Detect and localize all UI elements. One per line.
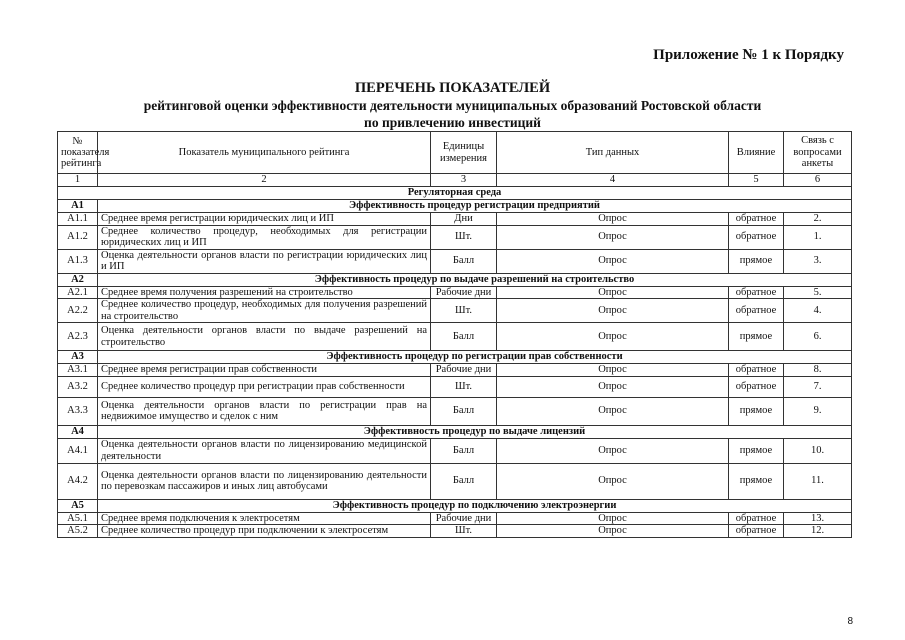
indicator-code: А2.1 (58, 286, 98, 299)
indicator-survey-link: 3. (784, 249, 852, 273)
indicator-name: Оценка деятельности органов власти по лицензированию медицинской деятельности (98, 438, 431, 463)
indicator-row (58, 225, 852, 249)
indicator-survey-link: 1. (784, 225, 852, 249)
indicator-datatype: Опрос (497, 364, 729, 377)
indicator-unit: Балл (431, 397, 497, 425)
group-name: Эффективность процедур по регистрации прав собственности (98, 351, 852, 364)
indicator-row (58, 213, 852, 226)
indicator-datatype: Опрос (497, 299, 729, 323)
indicators-table (57, 131, 852, 538)
indicator-datatype: Опрос (497, 249, 729, 273)
indicator-datatype: Опрос (497, 213, 729, 226)
indicator-survey-link: 7. (784, 376, 852, 397)
indicator-code: А2.2 (58, 299, 98, 323)
indicator-row (58, 376, 852, 397)
indicator-code: А5.2 (58, 525, 98, 538)
indicator-row (58, 397, 852, 425)
col-header-influence: Влияние (729, 132, 784, 174)
indicator-survey-link: 13. (784, 512, 852, 525)
indicator-datatype: Опрос (497, 397, 729, 425)
indicator-influence: прямое (729, 323, 784, 351)
group-row (58, 425, 852, 438)
indicator-datatype: Опрос (497, 512, 729, 525)
indicator-name: Среднее время регистрации юридических лиц и ИП (98, 213, 431, 226)
indicator-row (58, 299, 852, 323)
indicator-name: Среднее время получения разрешений на строительство (98, 286, 431, 299)
indicator-unit: Шт. (431, 525, 497, 538)
group-code: А1 (58, 200, 98, 213)
column-number: 4 (497, 174, 729, 187)
page-number: 8 (847, 616, 853, 627)
indicator-influence: обратное (729, 376, 784, 397)
indicator-row (58, 438, 852, 463)
indicator-influence: прямое (729, 249, 784, 273)
title-line-1: ПЕРЕЧЕНЬ ПОКАЗАТЕЛЕЙ (354, 80, 551, 96)
indicator-survey-link: 5. (784, 286, 852, 299)
group-code: А4 (58, 425, 98, 438)
indicator-influence: прямое (729, 397, 784, 425)
indicator-datatype: Опрос (497, 323, 729, 351)
indicator-name: Среднее количество процедур при регистрации прав собственности (98, 376, 431, 397)
indicator-code: А1.1 (58, 213, 98, 226)
indicator-unit: Шт. (431, 225, 497, 249)
indicator-name: Оценка деятельности органов власти по регистрации юридических лиц и ИП (98, 249, 431, 273)
group-name: Эффективность процедур по подключению электроэнергии (98, 499, 852, 512)
indicator-code: А2.3 (58, 323, 98, 351)
group-row (58, 273, 852, 286)
indicator-name: Оценка деятельности органов власти по регистрации прав на недвижимое имущество и сделок с ним (98, 397, 431, 425)
indicator-influence: обратное (729, 364, 784, 377)
indicator-survey-link: 12. (784, 525, 852, 538)
indicator-code: А1.3 (58, 249, 98, 273)
header-row (58, 132, 852, 174)
indicator-name: Оценка деятельности органов власти по выдаче разрешений на строительство (98, 323, 431, 351)
indicator-code: А4.2 (58, 463, 98, 499)
indicator-name: Среднее время регистрации прав собственности (98, 364, 431, 377)
group-row (58, 499, 852, 512)
indicator-unit: Рабочие дни (431, 512, 497, 525)
column-number: 5 (729, 174, 784, 187)
indicator-datatype: Опрос (497, 376, 729, 397)
indicator-row (58, 364, 852, 377)
column-number: 2 (98, 174, 431, 187)
indicator-unit: Балл (431, 249, 497, 273)
indicator-datatype: Опрос (497, 438, 729, 463)
group-row (58, 351, 852, 364)
indicator-unit: Дни (431, 213, 497, 226)
indicator-row (58, 512, 852, 525)
indicator-influence: прямое (729, 438, 784, 463)
indicator-influence: обратное (729, 512, 784, 525)
indicator-survey-link: 11. (784, 463, 852, 499)
indicator-datatype: Опрос (497, 463, 729, 499)
group-name: Эффективность процедур по выдаче лицензий (98, 425, 852, 438)
indicator-row (58, 323, 852, 351)
group-code: А5 (58, 499, 98, 512)
indicator-unit: Шт. (431, 376, 497, 397)
indicator-unit: Балл (431, 323, 497, 351)
group-name: Эффективность процедур регистрации предприятий (98, 200, 852, 213)
indicator-influence: обратное (729, 225, 784, 249)
indicator-code: А3.3 (58, 397, 98, 425)
indicator-unit: Балл (431, 438, 497, 463)
column-number: 6 (784, 174, 852, 187)
indicator-influence: обратное (729, 299, 784, 323)
indicator-survey-link: 4. (784, 299, 852, 323)
indicator-unit: Рабочие дни (431, 364, 497, 377)
indicator-influence: прямое (729, 463, 784, 499)
indicator-unit: Рабочие дни (431, 286, 497, 299)
indicator-row (58, 286, 852, 299)
indicator-name: Оценка деятельности органов власти по лицензированию деятельности по перевозкам пассажиров и иных лиц автобусами (98, 463, 431, 499)
col-header-number: № показателя рейтинга (58, 132, 98, 174)
indicator-row (58, 463, 852, 499)
group-code: А3 (58, 351, 98, 364)
col-header-indicator: Показатель муниципального рейтинга (98, 132, 431, 174)
group-code: А2 (58, 273, 98, 286)
indicator-datatype: Опрос (497, 225, 729, 249)
indicator-influence: обратное (729, 286, 784, 299)
indicator-survey-link: 6. (784, 323, 852, 351)
col-header-link: Связь с вопросами анкеты (784, 132, 852, 174)
column-number-row (58, 174, 852, 187)
indicator-survey-link: 2. (784, 213, 852, 226)
title-line-3: по привлечению инвестиций (364, 115, 541, 130)
section-row (58, 187, 852, 200)
indicator-unit: Балл (431, 463, 497, 499)
indicator-row (58, 525, 852, 538)
group-name: Эффективность процедур по выдаче разрешений на строительство (98, 273, 852, 286)
indicator-code: А4.1 (58, 438, 98, 463)
col-header-datatype: Тип данных (497, 132, 729, 174)
indicator-influence: обратное (729, 525, 784, 538)
indicator-name: Среднее количество процедур при подключении к электросетям (98, 525, 431, 538)
indicator-datatype: Опрос (497, 286, 729, 299)
indicator-survey-link: 8. (784, 364, 852, 377)
indicator-code: А3.2 (58, 376, 98, 397)
indicator-survey-link: 10. (784, 438, 852, 463)
indicator-name: Среднее количество процедур, необходимых для регистрации юридических лиц и ИП (98, 225, 431, 249)
indicator-unit: Шт. (431, 299, 497, 323)
group-row (58, 200, 852, 213)
indicator-code: А5.1 (58, 512, 98, 525)
indicator-influence: обратное (729, 213, 784, 226)
indicator-code: А3.1 (58, 364, 98, 377)
appendix-heading: Приложение № 1 к Порядку (653, 47, 844, 63)
indicator-name: Среднее количество процедур, необходимых для получения разрешений на строительство (98, 299, 431, 323)
title-line-2: рейтинговой оценки эффективности деятельности муниципальных образований Ростовской области (143, 98, 762, 113)
column-number: 3 (431, 174, 497, 187)
section-title: Регуляторная среда (58, 187, 852, 200)
col-header-units: Единицы измерения (431, 132, 497, 174)
document-title (0, 80, 905, 131)
indicator-row (58, 249, 852, 273)
indicator-survey-link: 9. (784, 397, 852, 425)
indicator-name: Среднее время подключения к электросетям (98, 512, 431, 525)
column-number: 1 (58, 174, 98, 187)
indicator-datatype: Опрос (497, 525, 729, 538)
indicator-code: А1.2 (58, 225, 98, 249)
